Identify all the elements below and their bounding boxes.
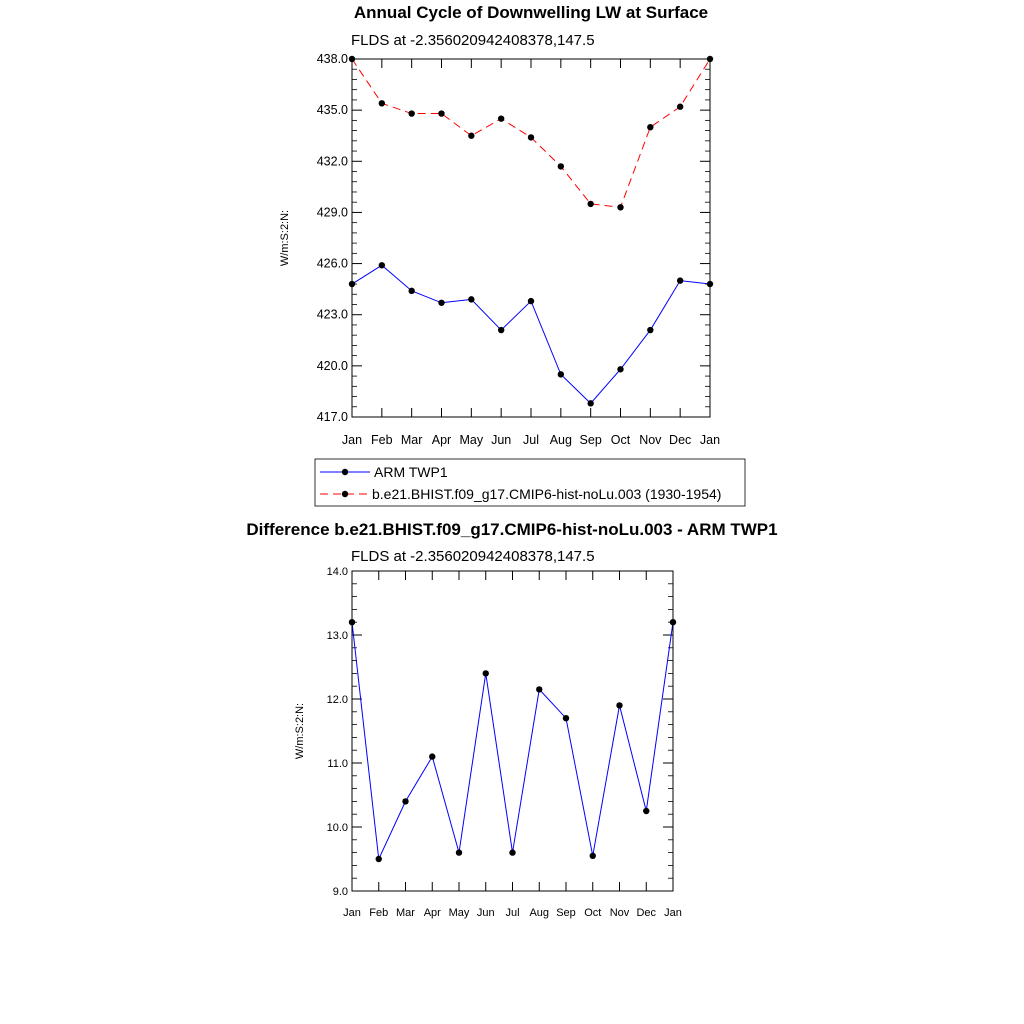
- series-0-point: [438, 300, 444, 306]
- series-0-point: [402, 798, 408, 804]
- series-0-point: [509, 849, 515, 855]
- series-1-point: [379, 100, 385, 106]
- series-0-point: [563, 715, 569, 721]
- chart-1-title: Annual Cycle of Downwelling LW at Surface: [353, 3, 709, 22]
- y-tick-label: 417.0: [316, 410, 348, 424]
- chart-1-x-tick-labels: [342, 433, 720, 447]
- chart-1: [279, 3, 745, 506]
- x-tick-label: Nov: [609, 907, 630, 919]
- series-0-point: [483, 670, 489, 676]
- chart-1-subtitle: FLDS at -2.356020942408378,147.5: [351, 32, 595, 49]
- series-1-point: [677, 104, 683, 110]
- series-1-point: [617, 204, 623, 210]
- chart-2: [246, 520, 777, 919]
- y-tick-label: 420.0: [316, 358, 348, 373]
- y-tick-label: 429.0: [316, 205, 348, 220]
- series-1-point: [408, 110, 414, 116]
- series-1-point: [647, 124, 653, 130]
- legend-swatch-marker: [342, 469, 348, 475]
- series-0-point: [590, 853, 596, 859]
- x-tick-label: Oct: [584, 907, 602, 919]
- series-line-1: [352, 59, 710, 207]
- x-tick-label: Dec: [636, 907, 657, 919]
- series-0-point: [558, 371, 564, 377]
- y-tick-label: 9.0: [332, 886, 348, 898]
- x-tick-label: Nov: [639, 433, 662, 447]
- series-0-point: [536, 686, 542, 692]
- x-tick-label: Jan: [699, 433, 721, 447]
- x-tick-label: Feb: [369, 907, 389, 919]
- legend-swatch-marker: [342, 491, 348, 497]
- series-1-point: [468, 133, 474, 139]
- y-tick-label: 14.0: [326, 566, 348, 578]
- series-1-point: [587, 201, 593, 207]
- series-0-point: [498, 327, 504, 333]
- series-0-point: [647, 327, 653, 333]
- x-tick-label: Mar: [400, 433, 423, 447]
- chart-2-y-axis-label: W/m:S:2:N:: [294, 702, 306, 760]
- chart-2-series: [349, 619, 676, 862]
- series-1-point: [528, 134, 534, 140]
- x-tick-label: Feb: [371, 433, 393, 447]
- chart-2-title: Difference b.e21.BHIST.f09_g17.CMIP6-hist-noLu.003 - ARM TWP1: [246, 520, 778, 539]
- series-0-point: [468, 296, 474, 302]
- y-tick-label: 423.0: [316, 307, 348, 322]
- chart-1-series: [349, 56, 713, 407]
- chart-2-subtitle: FLDS at -2.356020942408378,147.5: [351, 548, 595, 565]
- series-line-0: [352, 265, 710, 403]
- series-1-point: [558, 163, 564, 169]
- legend-label: b.e21.BHIST.f09_g17.CMIP6-hist-noLu.003 (1930-1954): [372, 486, 722, 502]
- x-tick-label: Aug: [549, 433, 572, 447]
- x-tick-label: Jun: [476, 907, 495, 919]
- series-1-point: [498, 115, 504, 121]
- y-tick-label: 12.0: [326, 694, 348, 706]
- x-tick-label: Jan: [664, 907, 682, 919]
- series-0-point: [643, 808, 649, 814]
- chart-2-x-tick-labels: [343, 907, 682, 919]
- x-tick-label: Jul: [505, 907, 520, 919]
- series-0-point: [617, 366, 623, 372]
- y-tick-label: 10.0: [326, 822, 348, 834]
- series-0-point: [408, 288, 414, 294]
- x-tick-label: Apr: [431, 433, 452, 447]
- x-tick-label: Aug: [529, 907, 550, 919]
- series-0-point: [429, 753, 435, 759]
- series-0-point: [528, 298, 534, 304]
- y-tick-label: 438.0: [316, 52, 348, 66]
- series-0-point: [456, 849, 462, 855]
- chart-2-ticks: [352, 571, 673, 891]
- x-tick-label: May: [448, 907, 470, 919]
- chart-1-y-tick-labels: [317, 52, 348, 424]
- series-0-point: [677, 277, 683, 283]
- chart-2-y-tick-labels: [327, 566, 348, 898]
- y-tick-label: 432.0: [316, 154, 348, 169]
- x-tick-label: Jan: [341, 433, 363, 447]
- chart-2-plot-frame: [352, 571, 673, 891]
- legend-entry-model: [320, 486, 721, 502]
- x-tick-label: Sep: [579, 433, 602, 447]
- chart-1-legend: [315, 459, 745, 506]
- y-tick-label: 435.0: [316, 103, 348, 118]
- series-0-point: [616, 702, 622, 708]
- x-tick-label: Dec: [669, 433, 692, 447]
- x-tick-label: May: [459, 433, 484, 447]
- chart-1-y-axis-label: W/m:S:2:N:: [279, 209, 291, 267]
- x-tick-label: Mar: [396, 907, 415, 919]
- x-tick-label: Apr: [423, 907, 441, 919]
- series-0-point: [587, 400, 593, 406]
- chart-1-ticks: [352, 59, 710, 417]
- x-tick-label: Sep: [556, 907, 576, 919]
- legend-label: ARM TWP1: [374, 464, 448, 480]
- x-tick-label: Jul: [523, 433, 539, 447]
- x-tick-label: Jun: [491, 433, 512, 447]
- series-1-point: [438, 110, 444, 116]
- y-tick-label: 11.0: [327, 758, 348, 770]
- x-tick-label: Jan: [343, 907, 361, 919]
- y-tick-label: 13.0: [326, 630, 348, 642]
- series-0-point: [376, 856, 382, 862]
- series-0-point: [379, 262, 385, 268]
- series-line-0: [352, 622, 673, 859]
- y-tick-label: 426.0: [316, 256, 348, 271]
- x-tick-label: Oct: [610, 433, 631, 447]
- chart-1-plot-frame: [352, 59, 710, 417]
